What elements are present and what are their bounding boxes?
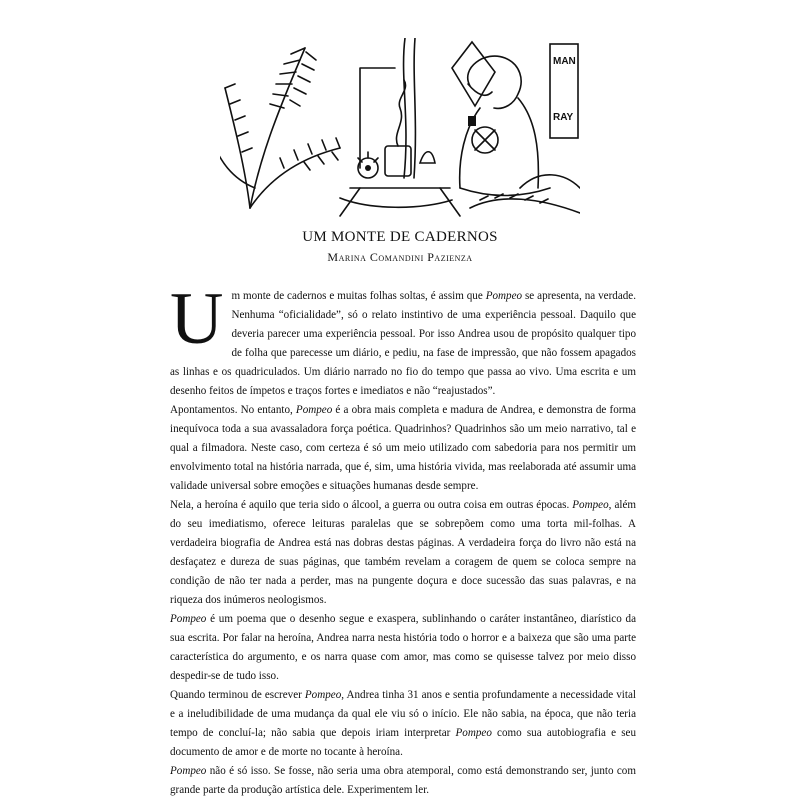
article-author: Marina Comandini Pazienza [327,250,473,264]
paragraph: Pompeo é um poema que o desenho segue e exaspera, sublinhando o caráter instantâneo, diarístico da sua escrita. Por falar na heroína, Andrea narra nesta história todo o horror e a baixeza que são uma parte característica do argumento, e os narra quase com amor, mas como se quisesse talvez por meio disso despedir-se de tudo isso. [170,613,636,682]
drop-cap: U [170,278,224,360]
poster-text-man: MAN [553,56,576,67]
palm-plant [220,48,340,208]
paragraph: m monte de cadernos e muitas folhas soltas, é assim que Pompeo se apresenta, na verdade. Nenhuma “oficialidade”, só o relato instintivo de uma experiência pessoal. Daquilo que deveria parecer uma experiência pessoal. Por isso Andrea usou de propósito qualquer tipo de folha que parecesse um diário, e pediu, na fase de impressão, que não fossem apagados as linhas e os quadriculados. Um diário narrado no fio do tempo que passa ao vivo. Uma escrita e um desenho feitos de ímpetos e traços fortes e imediatos e não “reajustados”. [170,290,636,397]
article-title: UM MONTE DE CADERNOS [302,229,498,245]
triangle-emblem [452,42,498,153]
ink-illustration [220,38,580,218]
poster-text-ray: RAY [553,112,574,123]
paragraph: Pompeo não é só isso. Se fosse, não seria uma obra atemporal, como está demonstrando ser, junto com grande parte da produção artística dele. Experimentem ler. [170,765,636,796]
paragraph: Apontamentos. No entanto, Pompeo é a obra mais completa e madura de Andrea, e demonstra de forma inequívoca toda a sua avassaladora força poética. Quadrinhos? Quadrinhos são um meio narrativo, tal e qual a filmadora. Neste caso, com certeza é só um meio utilizado com sabedoria para nos permitir um envolvimento total na história narrada, que é, sim, uma história vivida, mas reelaborada até assumir uma validade universal sobre emoções e situações humanas desde sempre. [170,404,636,492]
table-objects [340,80,460,216]
paragraph: Quando terminou de escrever Pompeo, Andrea tinha 31 anos e sentia profundamente a necessidade vital e a ineludibilidade de uma mudança da qual ele viu só o início. Ele não sabia, na época, que não teria tempo de concluí-la; não sabia que depois iriam interpretar Pompeo como sua autobiografia e seu documento de amor e de morte no tocante à heroína. [170,689,637,758]
paragraph: Nela, a heroína é aquilo que teria sido o álcool, a guerra ou outra coisa em outras épocas. Pompeo, além do seu imediatismo, oferece leituras paralelas que se sobrepõem como uma torta mil-folhas. A verdadeira biografia de Andrea está nas dobras destas páginas. A verdadeira força do livro não está na desfaçatez e dureza de suas páginas, que também revelam a coragem de quem se coloca sempre na condição de não ter nada a perder, mas na pungente doçura e doce sucessão das suas palavras, e na riqueza dos inúmeros neologismos. [170,499,637,606]
article-body [170,278,637,800]
